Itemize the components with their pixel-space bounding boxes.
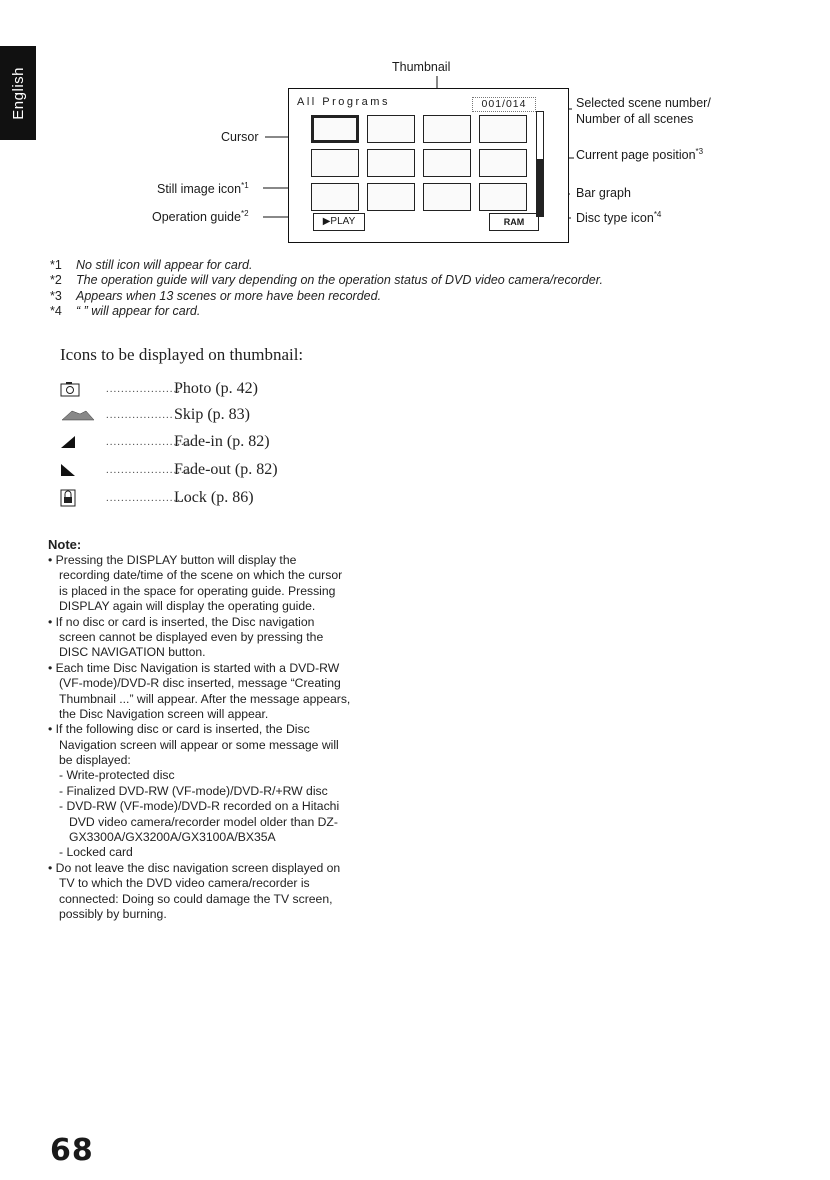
note-section [48, 537, 408, 922]
thumbnail-label: Thumbnail [392, 60, 451, 74]
footnotes [50, 258, 790, 319]
note-line: - Locked card [59, 845, 133, 860]
note-line: screen cannot be displayed even by pressing the [59, 629, 324, 644]
note-line: (VF-mode)/DVD-R disc inserted, message “Creating [59, 676, 341, 691]
current-page-position-label: Current page position$^{*3}$ [576, 147, 704, 163]
operation-guide: ▶PLAY [313, 213, 365, 231]
note-line: is placed in the space for operating guide. Pressing [59, 583, 336, 598]
note-line: the Disc Navigation screen will appear. [59, 706, 269, 721]
thumbnail[interactable] [479, 183, 527, 211]
icon-legend-row: .................. Skip (p. 83) [60, 403, 250, 427]
thumbnail[interactable] [423, 115, 471, 143]
page-number: 68 [50, 1133, 94, 1168]
scene-counter: 001/014 [472, 97, 536, 112]
thumbnail[interactable] [311, 183, 359, 211]
fade-in-icon [60, 432, 106, 452]
note-line: DVD video camera/recorder model older than DZ- [69, 814, 338, 829]
cursor-label: Cursor [221, 130, 259, 144]
note-line: TV to which the DVD video camera/recorder is [59, 876, 310, 891]
footnote: *1 No still icon will appear for card. [50, 258, 253, 272]
note-line: - Write-protected disc [59, 768, 175, 783]
note-line: • Pressing the DISPLAY button will display the [48, 553, 297, 567]
note-line: • Each time Disc Navigation is started with a DVD-RW [48, 660, 340, 675]
thumbnail[interactable] [367, 183, 415, 211]
thumbnail-cursor[interactable] [311, 115, 359, 143]
number-of-all-scenes-label: Number of all scenes [576, 112, 694, 126]
footnote: *4 “ ” will appear for card. [50, 303, 201, 318]
thumbnail[interactable] [367, 149, 415, 177]
note-line: - Finalized DVD-RW (VF-mode)/DVD-R/+RW disc [59, 783, 328, 798]
thumbnail[interactable] [367, 115, 415, 143]
skip-icon [60, 405, 106, 425]
lock-icon [60, 488, 106, 508]
note-line: Navigation screen will appear or some message will [59, 737, 339, 752]
note-lines [48, 553, 408, 922]
footnote: *2 The operation guide will vary depending on the operation status of DVD video camera/recorder. [50, 273, 603, 288]
note-line: • Do not leave the disc navigation screen displayed on [48, 860, 341, 875]
icon-legend-row: .................... Photo (p. 42) [60, 377, 258, 401]
page-position-fill [537, 159, 543, 216]
icon-legend-row: ....................... Fade-out (p. 82) [60, 458, 278, 482]
disc-type-icon-label: Disc type icon$^{*4}$ [576, 210, 662, 226]
note-line: connected: Doing so could damage the TV screen, [59, 891, 333, 906]
page-position-bar [536, 111, 544, 217]
thumbnail[interactable] [311, 149, 359, 177]
thumbnail[interactable] [479, 149, 527, 177]
thumbnail[interactable] [479, 115, 527, 143]
fade-out-icon [60, 460, 106, 480]
icons-section-title: Icons to be displayed on thumbnail: [60, 345, 304, 364]
note-line: recording date/time of the scene on which the cursor [59, 568, 343, 583]
note-line: • If no disc or card is inserted, the Disc navigation [48, 614, 315, 629]
thumbnail[interactable] [423, 183, 471, 211]
note-heading: Note: [48, 537, 82, 552]
photo-icon [60, 379, 106, 399]
bar-graph-label: Bar graph [576, 186, 631, 200]
language-tab-label: English [9, 66, 27, 120]
selected-scene-number-label: Selected scene number/ [576, 96, 711, 110]
screen-title: All Programs [297, 96, 390, 108]
note-line: • If the following disc or card is inserted, the Disc [48, 722, 310, 737]
disc-navigation-diagram [0, 0, 830, 260]
still-image-icon-label: Still image icon$^{*1}$ [157, 181, 249, 197]
navigation-screen [288, 88, 569, 243]
note-line: DISPLAY again will display the operating guide. [59, 599, 316, 614]
disc-type-icon: RAM [489, 213, 539, 231]
note-line: - DVD-RW (VF-mode)/DVD-R recorded on a Hitachi [59, 799, 340, 814]
footnote: *3 Appears when 13 scenes or more have been recorded. [50, 288, 382, 303]
note-line: Thumbnail ...” will appear. After the message appears, [59, 691, 351, 706]
icon-legend-row: ....................... Fade-in (p. 82) [60, 430, 270, 454]
note-line: be displayed: [59, 753, 131, 768]
note-line: DISC NAVIGATION button. [59, 645, 206, 660]
icon-legend-row: ....................... Lock (p. 86) [60, 486, 254, 510]
operation-guide-label: Operation guide$^{*2}$ [152, 209, 249, 225]
note-line: GX3300A/GX3200A/GX3100A/BX35A [69, 830, 276, 845]
note-line: possibly by burning. [59, 906, 167, 921]
thumbnail[interactable] [423, 149, 471, 177]
